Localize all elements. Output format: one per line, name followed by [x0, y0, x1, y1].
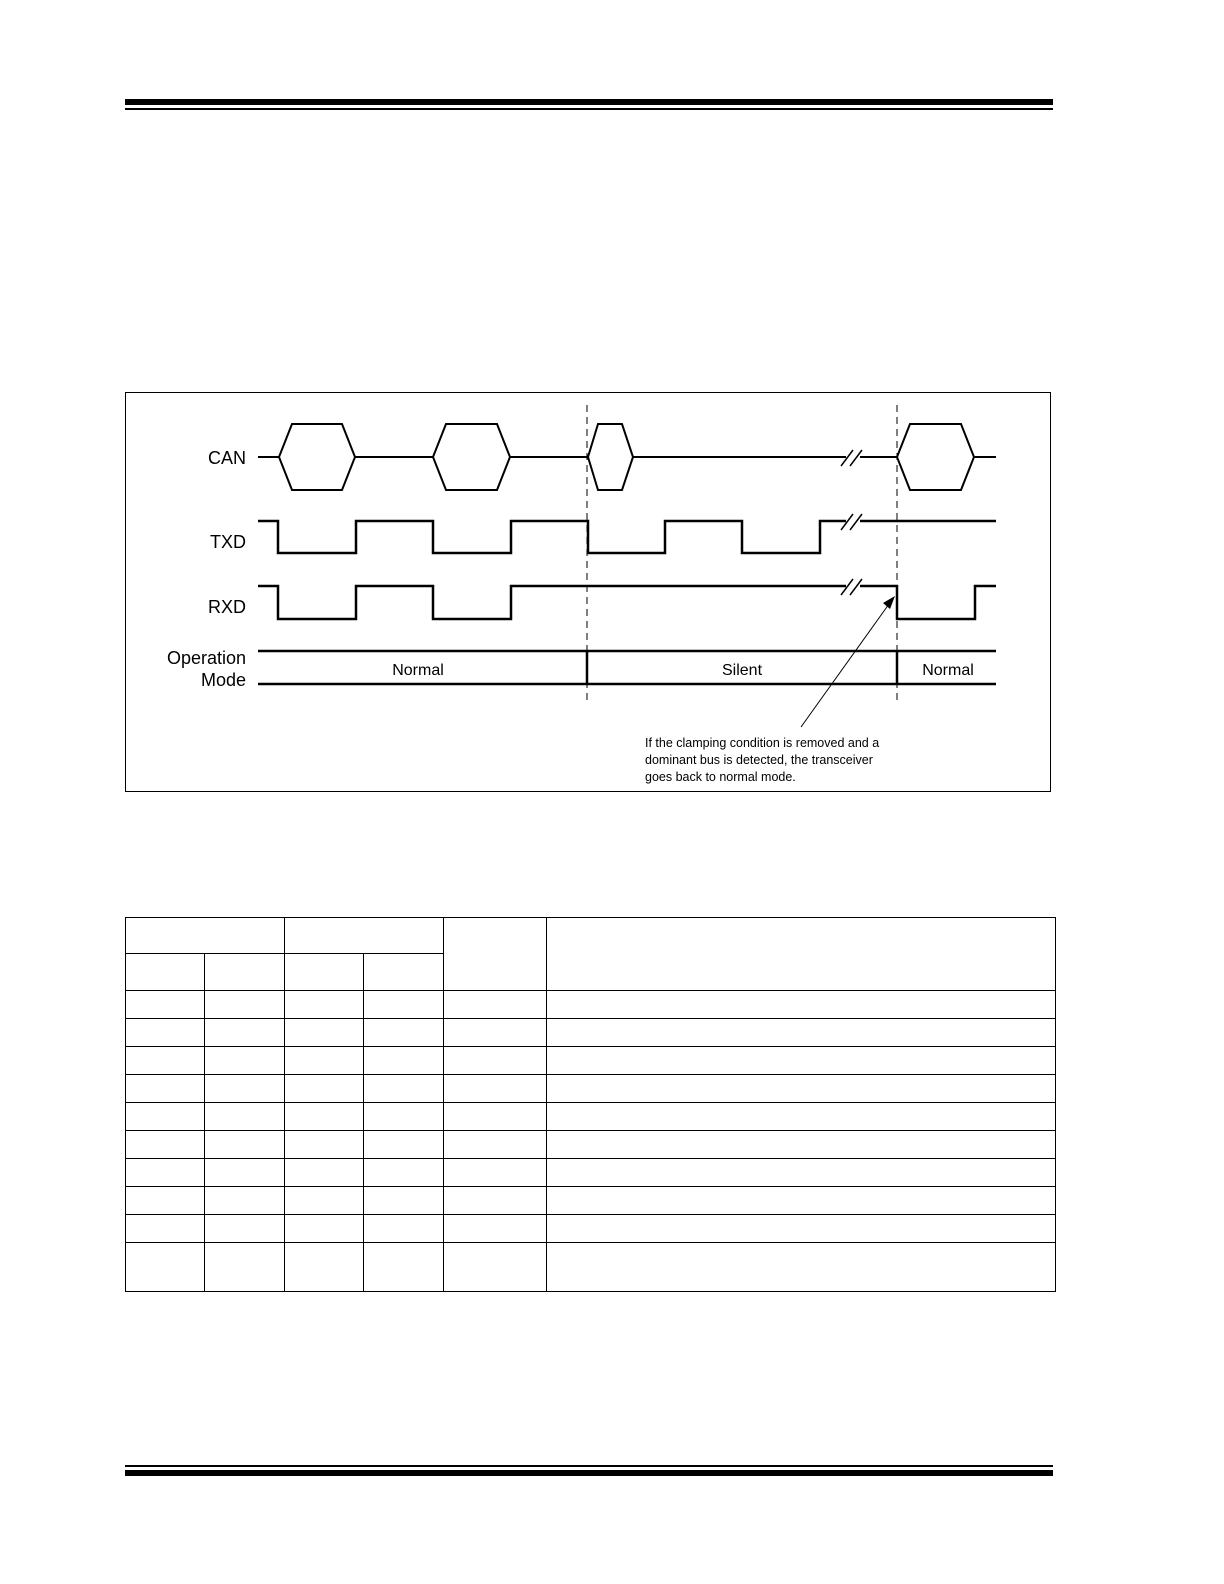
- footer-rule-thin: [125, 1465, 1053, 1467]
- table-row: [126, 1187, 1056, 1215]
- table-row: [126, 1215, 1056, 1243]
- table-subheader-3: [285, 954, 364, 991]
- table-subheader-4: [364, 954, 444, 991]
- can-waveform: [258, 424, 996, 490]
- txd-label: TXD: [210, 532, 246, 552]
- table-row: [126, 1131, 1056, 1159]
- mode-normal-2: Normal: [922, 662, 974, 679]
- can-label: CAN: [207, 448, 246, 468]
- txd-waveform: [258, 521, 996, 553]
- annotation-line-2: dominant bus is detected, the transceiver: [645, 753, 873, 767]
- annotation-line-3: goes back to normal mode.: [645, 770, 796, 784]
- table-header-col-5: [444, 918, 547, 991]
- table-row: [126, 1159, 1056, 1187]
- table-row: [126, 1047, 1056, 1075]
- operation-mode-label-line1: Operation: [166, 648, 246, 668]
- table-header-group-2: [285, 918, 444, 954]
- annotation-arrow-line: [801, 604, 889, 727]
- mode-normal-1: Normal: [392, 662, 444, 679]
- table-row: [126, 1243, 1056, 1292]
- footer-rule-thick: [125, 1470, 1053, 1476]
- table-subheader-1: [126, 954, 205, 991]
- table-row: [126, 1019, 1056, 1047]
- table-header-col-6: [547, 918, 1056, 991]
- table-row: [126, 1075, 1056, 1103]
- operation-mode-label-line2: Mode: [200, 670, 246, 690]
- annotation-line-1: If the clamping condition is removed and a: [645, 736, 880, 750]
- annotation-arrowhead: [883, 596, 895, 609]
- table-row: [126, 991, 1056, 1019]
- mode-table: [125, 917, 1056, 1292]
- operation-mode-band: [258, 651, 996, 684]
- table-row: [126, 1103, 1056, 1131]
- rxd-label: RXD: [207, 597, 246, 617]
- table-header-group-1: [126, 918, 285, 954]
- table-subheader-2: [205, 954, 285, 991]
- mode-silent: Silent: [721, 662, 763, 679]
